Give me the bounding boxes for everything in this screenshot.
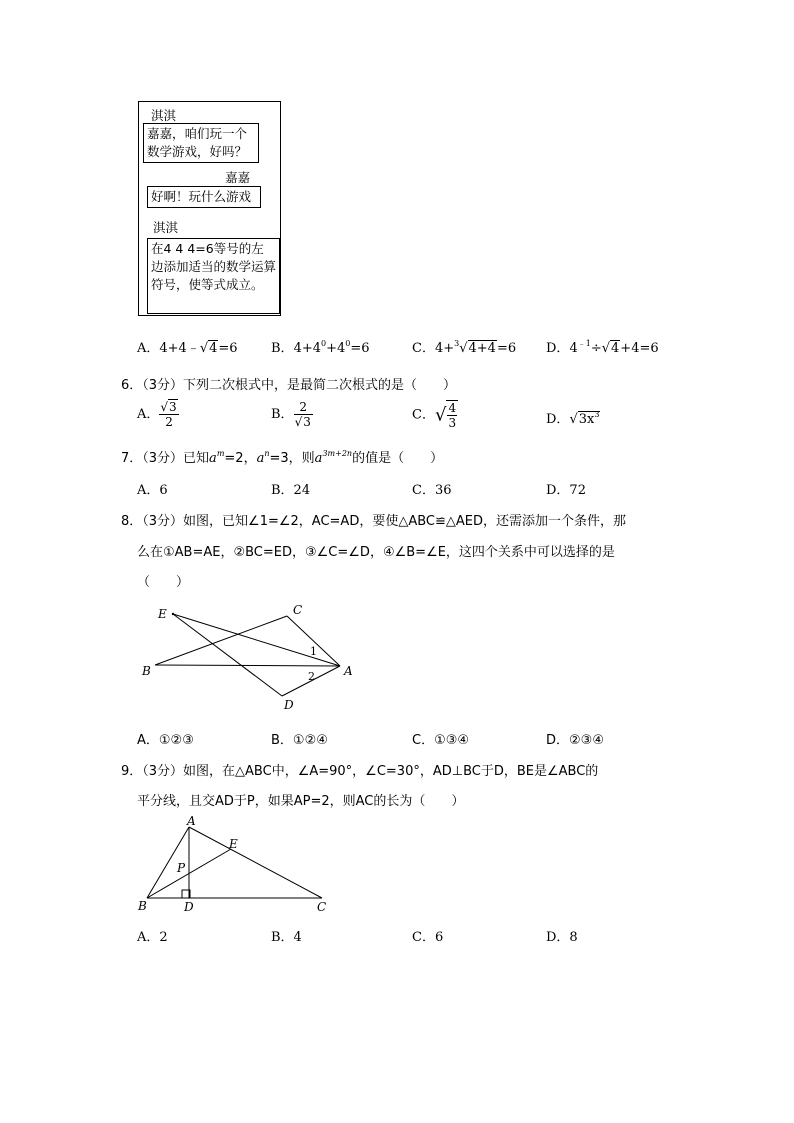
q8-triangle-figure: [130, 598, 370, 718]
label-D: D: [284, 698, 294, 712]
radicand: 3: [303, 415, 311, 429]
segment-ED: [173, 614, 282, 696]
q9-option-c[interactable]: C．6: [412, 930, 444, 945]
expr-text: 4+: [434, 341, 455, 356]
expr-text: 4+4﹣: [159, 341, 200, 356]
option-label: B．: [271, 407, 294, 422]
segment-AC: [189, 827, 322, 898]
exponent: 3: [594, 410, 600, 419]
stem-text: 7．（3分）已知: [121, 451, 210, 466]
variable: a: [256, 451, 265, 466]
q8-option-a[interactable]: A．①②③: [137, 733, 194, 748]
expr-text: 4: [569, 341, 578, 356]
option-label: D．: [546, 412, 570, 427]
q9-stem-line1: 9．（3分）如图，在△ABC中，∠A=90°，∠C=30°，AD⊥BC于D，BE是∠ABC的: [121, 764, 599, 779]
q7-option-c[interactable]: C．36: [412, 483, 452, 498]
q7-option-d[interactable]: D．72: [546, 483, 586, 498]
q8-stem-line1: 8．（3分）如图，已知∠1=∠2，AC=AD，要使△ABC≌△AED，还需添加一个条件，那: [121, 514, 626, 529]
radicand: 4: [209, 341, 218, 356]
angle-label-2: 2: [308, 670, 315, 683]
q9-stem-line2: 平分线，且交AD于P，如果AP=2，则AC的长为（ ）: [137, 794, 465, 809]
q8-option-c[interactable]: C．①③④: [412, 733, 470, 748]
segment-BC: [155, 616, 287, 665]
q5-option-a[interactable]: A．4+4﹣√4=6: [137, 341, 238, 356]
option-label: A．: [137, 407, 160, 422]
chat-dialog-box: [138, 101, 281, 316]
point-E: [172, 613, 174, 615]
exponent: ﹣1: [577, 339, 591, 348]
label-E: E: [229, 837, 238, 851]
option-label: A．: [137, 341, 160, 356]
chat-bubble-2: 好啊！玩什么游戏: [147, 186, 261, 208]
label-A: A: [187, 814, 196, 828]
stem-text: =3，则: [269, 451, 315, 466]
numerator: 2: [294, 400, 313, 415]
label-B: B: [138, 899, 147, 913]
q8-stem-line3: （ ）: [137, 575, 190, 590]
label-E: E: [158, 607, 167, 621]
q6-option-d[interactable]: D．$√3x^3$: [546, 410, 600, 427]
q5-option-d[interactable]: D．$4^{﹣1}\div√4+4=6$: [546, 339, 659, 356]
q6-option-c[interactable]: C．√ $\frac{4}{3}$: [412, 401, 457, 430]
q7-option-b[interactable]: B．24: [271, 483, 311, 498]
q5-option-b[interactable]: [271, 337, 370, 356]
label-D: D: [184, 900, 194, 914]
fraction: [446, 400, 458, 430]
q8-option-b[interactable]: B．①②④: [271, 733, 328, 748]
expr-text: +4=6: [620, 341, 659, 356]
q9-option-b[interactable]: B．4: [271, 930, 302, 945]
exponent: 3m+2n: [322, 449, 353, 458]
stem-text: =2，: [224, 451, 257, 466]
segment-CA: [287, 616, 340, 666]
q6-stem: 6．（3分）下列二次根式中，是最简二次根式的是（ ）: [121, 378, 457, 393]
q9-triangle-figure: [132, 812, 342, 916]
chat-bubble-3: 在4 4 4=6等号的左边添加适当的数学运算符号，使等式成立。: [147, 238, 280, 314]
label-A: A: [344, 664, 353, 678]
q5-option-c[interactable]: C．4+$^3$√4+4=6: [412, 339, 517, 356]
variable: a: [314, 451, 323, 466]
speaker-qiqi-2: 淇淇: [153, 220, 179, 235]
label-C: C: [317, 900, 327, 914]
exponent: m: [216, 449, 225, 458]
q6-option-b[interactable]: [271, 400, 313, 429]
option-label: C．: [412, 407, 435, 423]
q8-stem-line2: 么在①AB=AE，②BC=ED，③∠C=∠D，④∠B=∠E，这四个关系中可以选择的是: [137, 545, 615, 560]
segment-BA: [155, 665, 340, 666]
expr-text: 4+4: [293, 341, 321, 356]
angle-label-1: 1: [310, 645, 317, 658]
expr-text: +4: [326, 341, 346, 356]
chat-bubble-1: 嘉嘉，咱们玩一个数学游戏，好吗？: [143, 123, 259, 163]
variable: a: [209, 451, 217, 466]
fraction: $\frac{√3}{2}$: [160, 400, 177, 429]
label-B: B: [142, 664, 151, 678]
stem-text: 的值是（ ）: [352, 451, 444, 466]
q6-option-a[interactable]: [137, 400, 179, 429]
label-P: P: [177, 861, 186, 875]
denominator: 3: [448, 416, 457, 430]
expr-text: ÷: [590, 341, 602, 356]
denominator: 2: [165, 415, 173, 429]
option-label: D．: [546, 341, 570, 356]
exponent: n: [264, 449, 270, 458]
label-C: C: [293, 603, 303, 617]
expr-text: =6: [350, 341, 370, 356]
exponent: 0: [321, 339, 327, 348]
q7-stem: [121, 447, 443, 466]
speaker-qiqi-1: 淇淇: [151, 108, 177, 123]
radicand: 4+4: [468, 341, 496, 356]
root-index: 3: [454, 339, 460, 348]
radicand: 3: [169, 400, 177, 414]
option-label: C．: [412, 341, 435, 356]
radicand: 4: [611, 341, 620, 356]
speaker-jiajia: 嘉嘉: [225, 170, 251, 185]
option-label: B．: [271, 341, 294, 356]
q9-option-a[interactable]: A．2: [137, 930, 168, 945]
radicand: 3x: [578, 412, 595, 427]
q7-option-a[interactable]: A．6: [137, 483, 168, 498]
exponent: 0: [345, 339, 351, 348]
q9-option-d[interactable]: D．8: [546, 930, 578, 945]
expr-text: =6: [496, 341, 517, 356]
fraction: $\frac{2}{√3}$: [294, 400, 311, 429]
segment-EA: [173, 614, 340, 666]
q8-option-d[interactable]: D．②③④: [546, 733, 604, 748]
expr-text: =6: [218, 341, 238, 356]
numerator: 4: [448, 401, 457, 415]
